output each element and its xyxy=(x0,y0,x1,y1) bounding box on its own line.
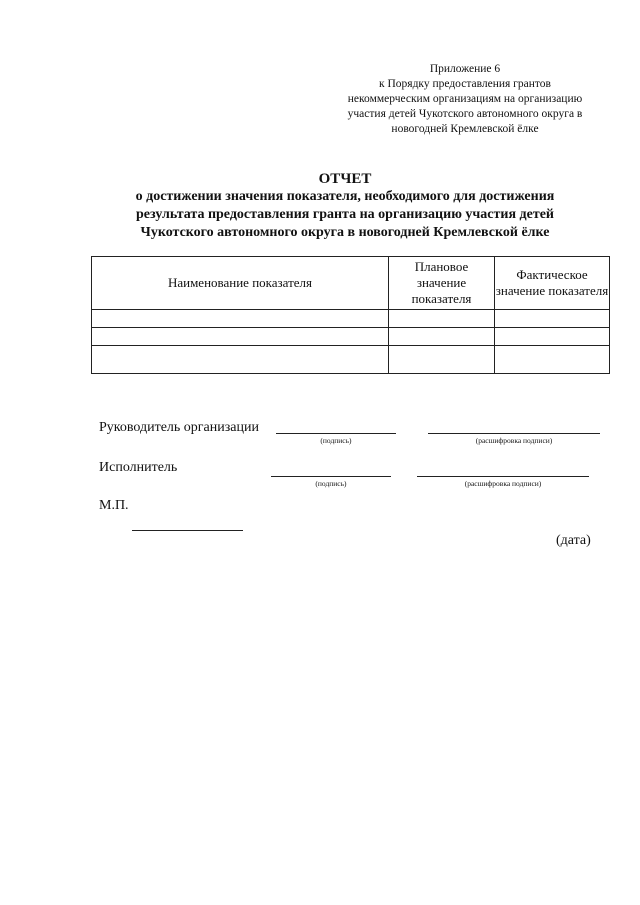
report-title-line: Чукотского автономного округа в новогодней Кремлевской ёлке xyxy=(140,225,550,240)
date-label: (дата) xyxy=(556,533,591,548)
head-signature-field[interactable] xyxy=(276,433,396,434)
head-decoding-caption: (расшифровка подписи) xyxy=(475,436,553,445)
table-row xyxy=(92,328,610,346)
table-cell[interactable] xyxy=(92,346,389,374)
indicators-table xyxy=(91,256,610,374)
report-title-line: результата предоставления гранта на организацию участия детей xyxy=(136,207,554,222)
appendix-note xyxy=(320,62,610,137)
appendix-line: Приложение 6 xyxy=(429,63,501,75)
executor-decoding-caption: (расшифровка подписи) xyxy=(464,479,542,488)
appendix-line: к Порядку предоставления грантов xyxy=(379,78,551,90)
head-decoding-field[interactable] xyxy=(428,433,600,434)
report-title-line: о достижении значения показателя, необходимого для достижения xyxy=(135,189,555,204)
seal-label: М.П. xyxy=(99,498,129,513)
header-actual-value: Фактическое значение показателя xyxy=(495,257,610,310)
header-planned-value: Плановое значение показателя xyxy=(389,257,495,310)
table-cell[interactable] xyxy=(495,310,610,328)
table-cell[interactable] xyxy=(389,328,495,346)
report-title xyxy=(60,170,630,242)
date-field[interactable] xyxy=(132,530,243,531)
report-heading: ОТЧЕТ xyxy=(318,171,372,187)
head-signature-caption: (подпись) xyxy=(320,436,352,445)
executor-decoding-field[interactable] xyxy=(417,476,589,477)
executor-label: Исполнитель xyxy=(99,460,178,475)
executor-signature-field[interactable] xyxy=(271,476,391,477)
appendix-line: некоммерческим организациям на организацию xyxy=(347,93,583,105)
table-cell[interactable] xyxy=(495,346,610,374)
table-cell[interactable] xyxy=(92,328,389,346)
appendix-line: новогодней Кремлевской ёлке xyxy=(391,123,539,135)
table-row xyxy=(92,310,610,328)
table-row xyxy=(92,346,610,374)
executor-signature-caption: (подпись) xyxy=(315,479,347,488)
table-cell[interactable] xyxy=(389,310,495,328)
table-header-row xyxy=(92,257,610,310)
table-cell[interactable] xyxy=(495,328,610,346)
table-cell[interactable] xyxy=(389,346,495,374)
appendix-line: участия детей Чукотского автономного округа в xyxy=(347,108,583,120)
table-cell[interactable] xyxy=(92,310,389,328)
header-indicator-name: Наименование показателя xyxy=(92,257,389,310)
head-of-organization-label: Руководитель организации xyxy=(99,420,259,435)
